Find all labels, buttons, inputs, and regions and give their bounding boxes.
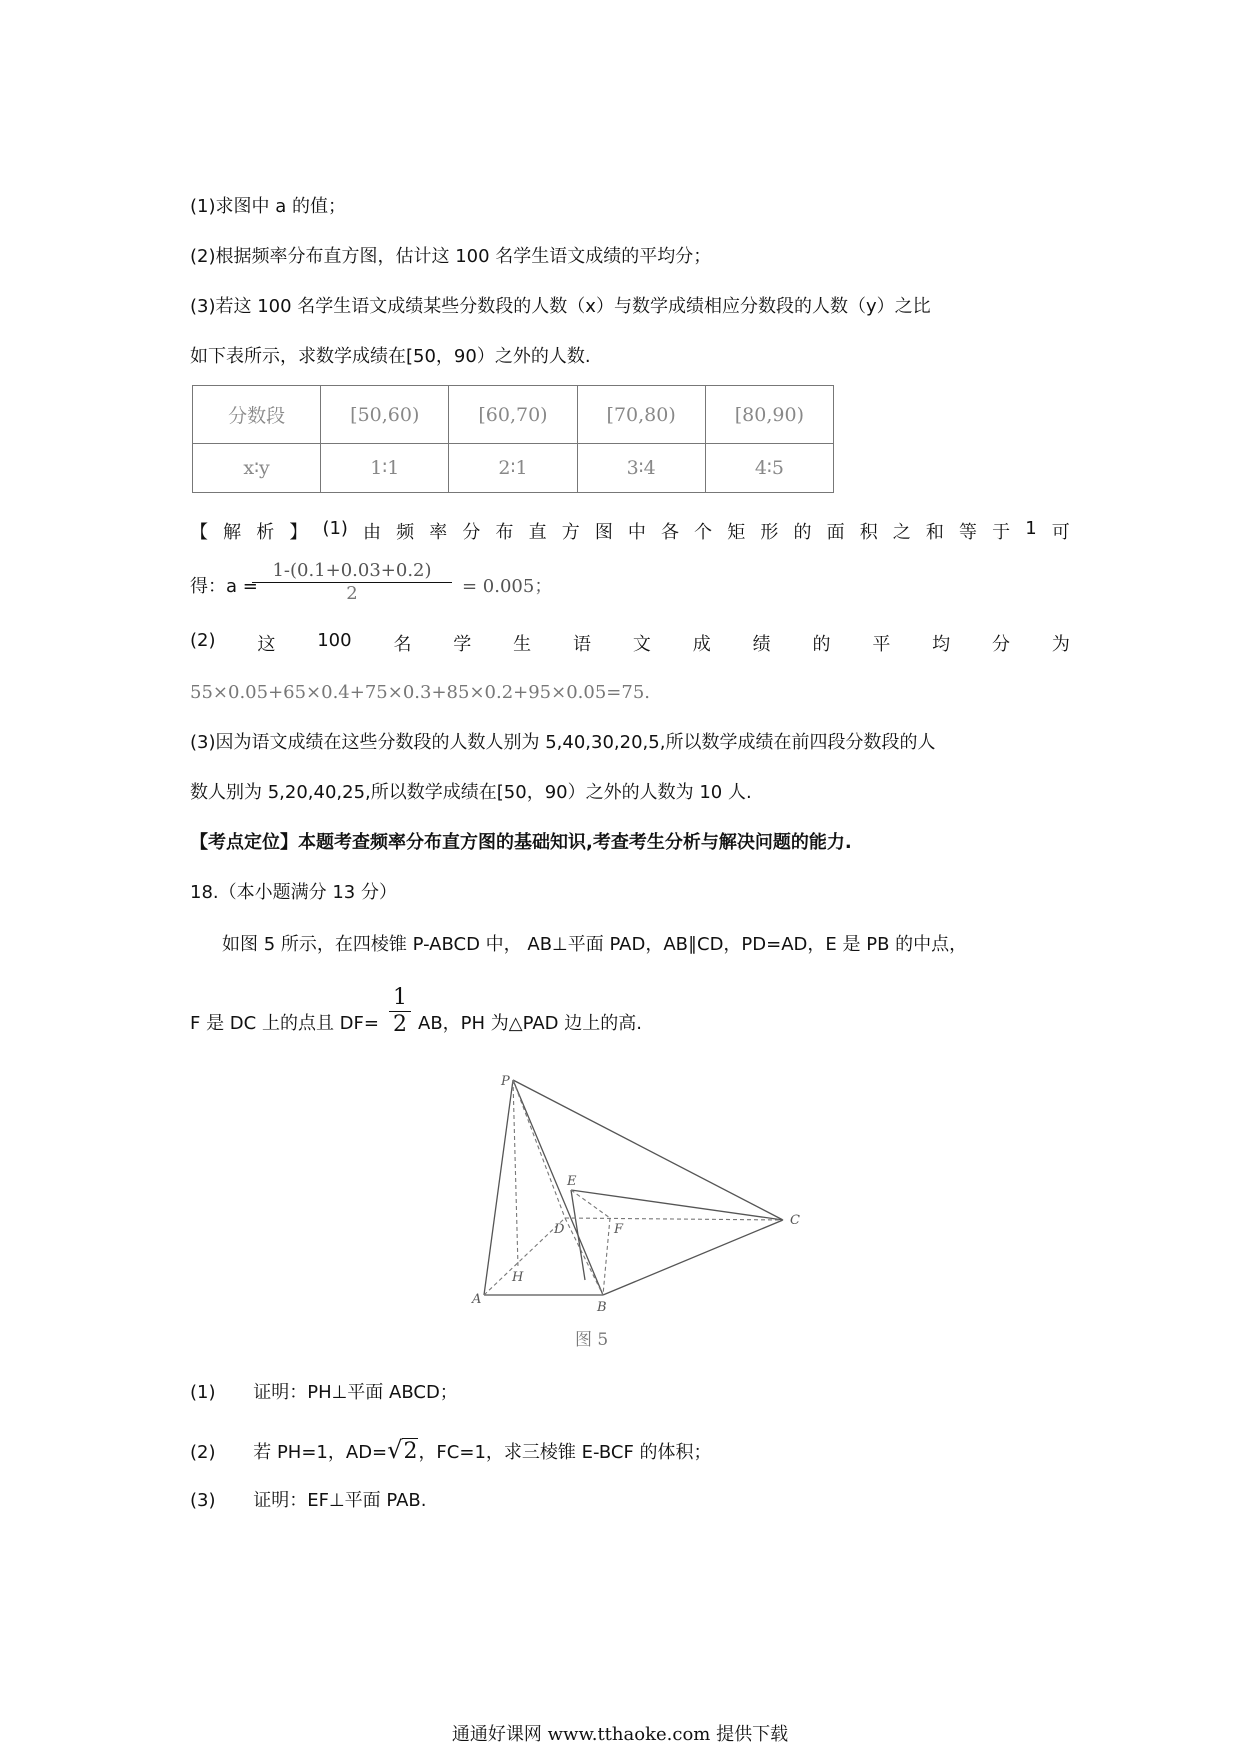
question-1: (1)求图中 a 的值； — [190, 196, 346, 217]
solution-word: 解 — [223, 522, 242, 543]
figure-caption: 图 5 — [575, 1330, 609, 1350]
part-text: 证明：PH⊥平面 ABCD； — [253, 1382, 458, 1403]
edge-bc — [603, 1220, 783, 1295]
solution-word: 名 — [393, 634, 412, 655]
part-3 — [190, 1490, 426, 1512]
edge-db — [565, 1218, 603, 1295]
solution-word: 面 — [826, 522, 845, 543]
solution-word: (1) — [322, 518, 348, 539]
solution-word: 于 — [992, 522, 1011, 543]
table-cell: 3∶4 — [577, 444, 705, 493]
solution-word: 为 — [1051, 634, 1070, 655]
footer-text: 通通好课网 www.tthaoke.com 提供下载 — [451, 1724, 789, 1745]
solution-word: (2) — [190, 630, 216, 651]
solution-prefix: 得：a = — [190, 576, 258, 597]
solution-word: 布 — [495, 522, 514, 543]
table-row — [193, 444, 834, 493]
solution-word: 中 — [627, 522, 646, 543]
label-c: C — [790, 1213, 800, 1228]
fraction-numerator: 1-(0.1+0.03+0.2) — [252, 560, 452, 583]
solution-word: 由 — [363, 522, 382, 543]
solution-line-6: 数人别为 5,20,40,25,所以数学成绩在[50，90）之外的人数为 10 人. — [190, 782, 752, 803]
label-h: H — [512, 1270, 524, 1285]
table-cell: [50,60) — [321, 386, 449, 444]
solution-word: 积 — [859, 522, 878, 543]
solution-word: 学 — [453, 634, 472, 655]
table-cell: [80,90) — [705, 386, 833, 444]
kaodian-line: 【考点定位】本题考查频率分布直方图的基础知识,考查考生分析与解决问题的能力. — [190, 832, 852, 853]
label-p: P — [501, 1075, 510, 1089]
solution-word: 成 — [692, 634, 711, 655]
fraction-numerator: 1 — [389, 985, 411, 1012]
fraction-denominator: 2 — [393, 1012, 407, 1038]
part-text-post: ，FC=1，求三棱锥 E-BCF 的体积； — [418, 1442, 712, 1463]
table-cell: 2∶1 — [449, 444, 577, 493]
solution-word: 平 — [872, 634, 891, 655]
solution-word: 和 — [925, 522, 944, 543]
solution-word: 个 — [694, 522, 713, 543]
solution-word: 率 — [429, 522, 448, 543]
solution-word: 分 — [992, 634, 1011, 655]
part-number: (2) — [190, 1442, 216, 1463]
pyramid-figure — [460, 1075, 820, 1325]
table-cell: 1∶1 — [321, 444, 449, 493]
stem-2-suffix: AB，PH 为△PAD 边上的高. — [418, 1013, 642, 1034]
solution-line-3 — [190, 630, 1070, 656]
part-text: 若 PH=1，AD= — [253, 1442, 388, 1463]
edge-ec — [571, 1190, 783, 1220]
fraction-denominator: 2 — [346, 582, 358, 604]
a-fraction — [252, 560, 452, 604]
stem-2-prefix: F 是 DC 上的点且 DF= — [190, 1013, 379, 1034]
solution-word: 1 — [1025, 518, 1037, 539]
label-e: E — [567, 1174, 577, 1189]
part-1 — [190, 1382, 458, 1404]
table-cell: [70,80) — [577, 386, 705, 444]
height-ph — [513, 1080, 518, 1267]
solution-word: 图 — [594, 522, 613, 543]
solution-word: 语 — [573, 634, 592, 655]
solution-word: 生 — [513, 634, 532, 655]
half-fraction — [389, 985, 411, 1039]
solution-word: 分 — [462, 522, 481, 543]
solution-line-4: 55×0.05+65×0.4+75×0.3+85×0.2+95×0.05=75. — [190, 682, 651, 703]
solution-word: 的 — [812, 634, 831, 655]
edge-dc — [565, 1218, 783, 1220]
question-3-line-1: (3)若这 100 名学生语文成绩某些分数段的人数（x）与数学成绩相应分数段的人数（y）之比 — [190, 296, 931, 317]
solution-word: 直 — [528, 522, 547, 543]
edge-pb — [513, 1080, 603, 1295]
edge-ad — [484, 1218, 565, 1295]
solution-word: 等 — [959, 522, 978, 543]
solution-word: 均 — [932, 634, 951, 655]
solution-line-1 — [190, 518, 1070, 544]
ratio-table — [192, 385, 834, 493]
solution-word: 【 — [190, 522, 208, 543]
solution-word: 析 — [256, 522, 275, 543]
sqrt-sign: √ — [387, 1436, 403, 1464]
edge-pa — [484, 1080, 513, 1295]
label-f: F — [614, 1222, 624, 1237]
solution-word: 的 — [793, 522, 812, 543]
solution-word: 100 — [317, 630, 352, 651]
solution-word: 方 — [561, 522, 580, 543]
part-2 — [190, 1436, 712, 1465]
solution-word: 这 — [257, 634, 276, 655]
solution-result: = 0.005； — [462, 576, 553, 597]
solution-word: 矩 — [727, 522, 746, 543]
solution-word: 文 — [632, 634, 651, 655]
edge-pd — [513, 1080, 565, 1218]
table-cell: 4∶5 — [705, 444, 833, 493]
table-cell: 分数段 — [193, 386, 321, 444]
question-3-line-2: 如下表所示，求数学成绩在[50，90）之外的人数. — [190, 346, 591, 367]
table-row — [193, 386, 834, 444]
radicand: 2 — [403, 1439, 418, 1464]
solution-word: 绩 — [752, 634, 771, 655]
solution-word: 形 — [760, 522, 779, 543]
solution-line-5: (3)因为语文成绩在这些分数段的人数人别为 5,40,30,20,5,所以数学成绩在前四段分数段的人 — [190, 732, 936, 753]
segment-fb — [603, 1218, 610, 1295]
solution-word: 】 — [289, 522, 308, 543]
label-a: A — [472, 1292, 482, 1307]
table-cell: [60,70) — [449, 386, 577, 444]
table-cell: x∶y — [193, 444, 321, 493]
edge-pc — [513, 1080, 783, 1220]
solution-word: 频 — [396, 522, 415, 543]
part-text: 证明：EF⊥平面 PAB. — [253, 1490, 427, 1511]
solution-word: 之 — [892, 522, 911, 543]
question-2: (2)根据频率分布直方图，估计这 100 名学生语文成绩的平均分； — [190, 246, 712, 267]
solution-word: 可 — [1051, 522, 1070, 543]
part-number: (3) — [190, 1490, 216, 1511]
segment-eh — [571, 1190, 585, 1280]
solution-word: 各 — [661, 522, 680, 543]
label-d: D — [554, 1222, 565, 1237]
part-number: (1) — [190, 1382, 216, 1403]
problem-18-stem-1: 如图 5 所示，在四棱锥 P-ABCD 中， AB⊥平面 PAD，AB∥CD，PD=AD，E 是 PB 的中点， — [222, 934, 968, 955]
label-b: B — [597, 1300, 607, 1315]
problem-18-header: 18.（本小题满分 13 分） — [190, 882, 397, 903]
